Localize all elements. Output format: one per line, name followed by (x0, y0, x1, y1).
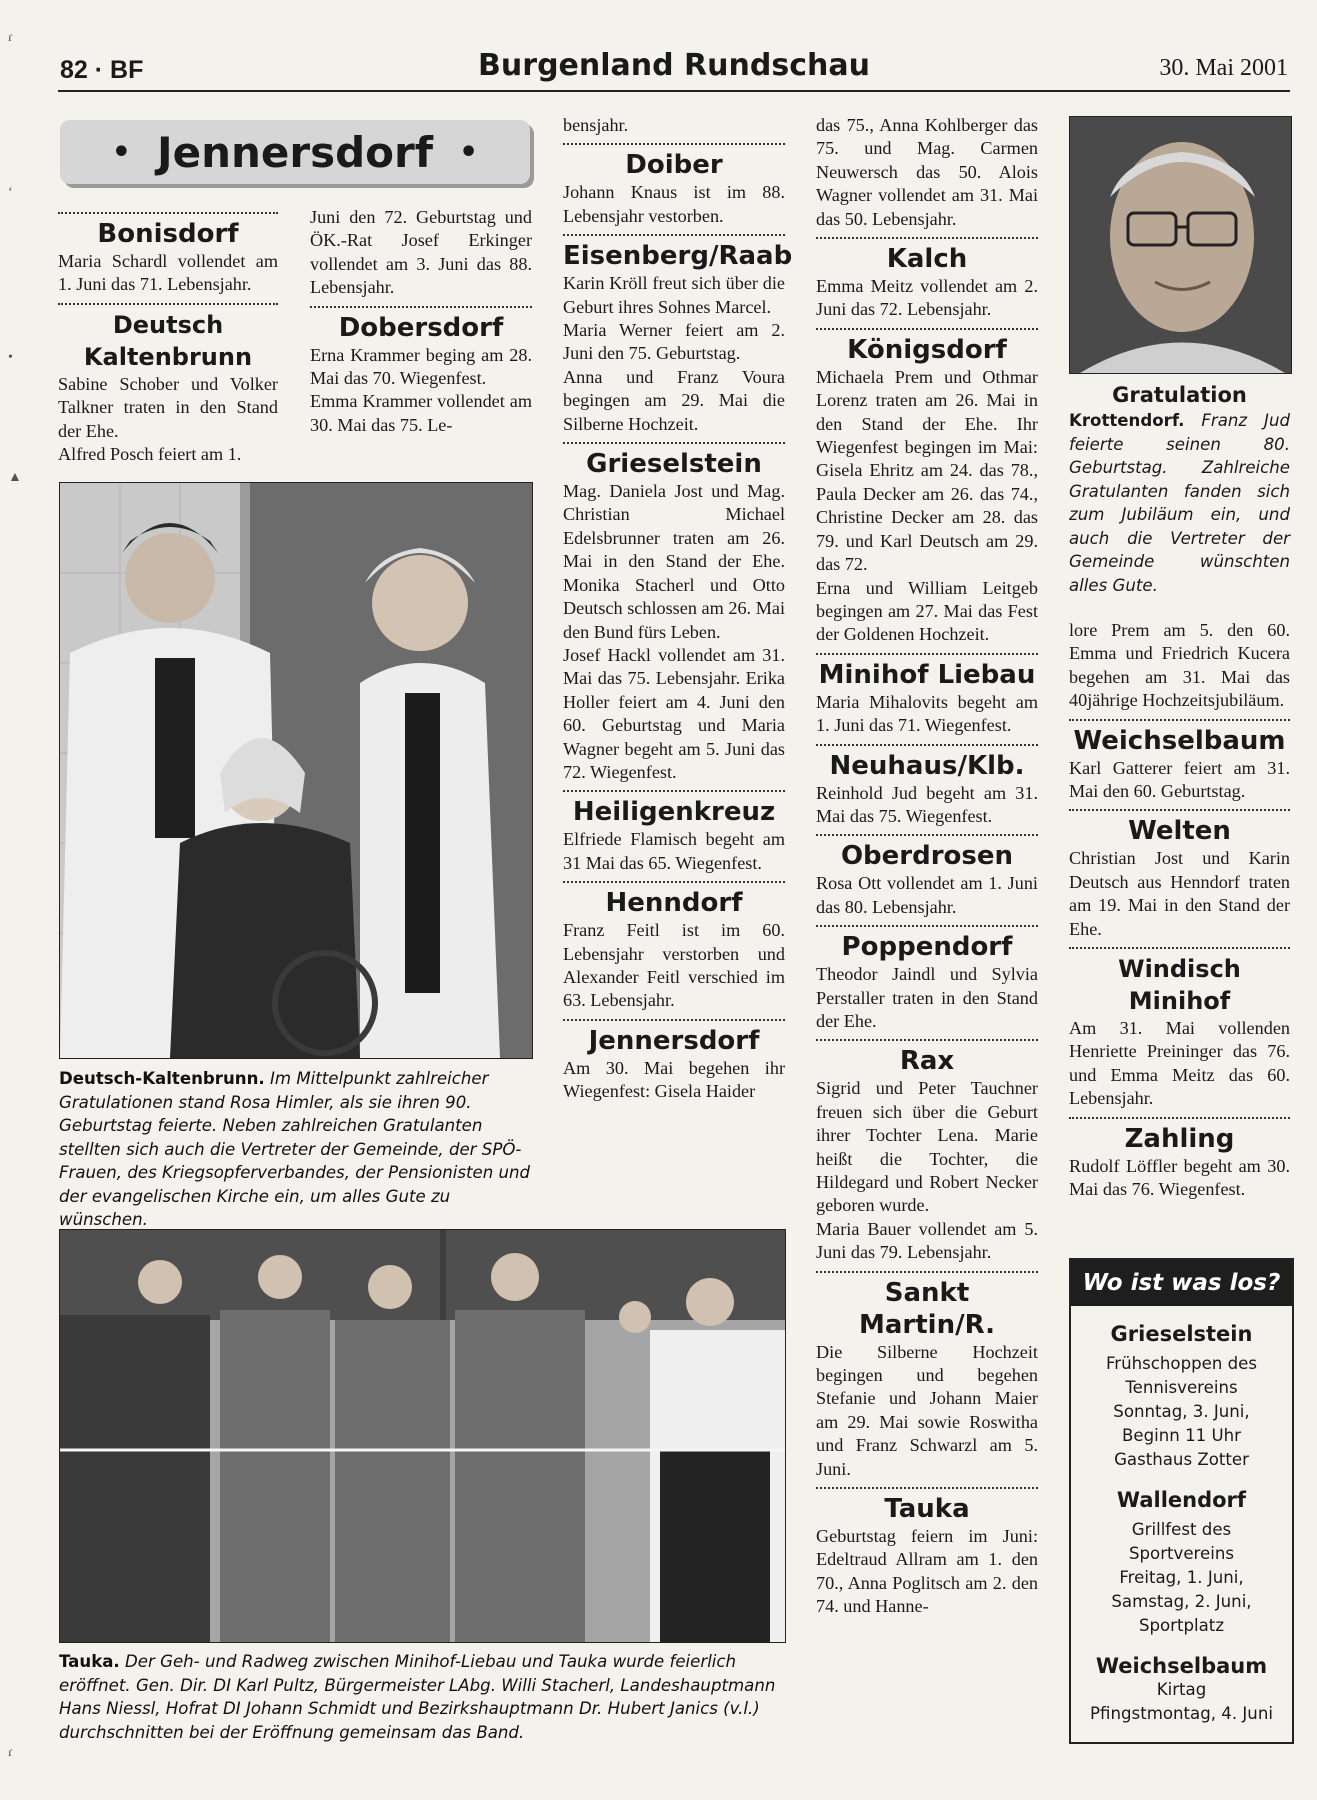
announcement-text: das 75., Anna Kohlberger das 75. und Mag. Carmen Neuwersch das 50. Alois Wagner vollendet am 31. Mai das 50. Lebensjahr. (816, 115, 1038, 229)
announcement-text: Josef Hackl vollendet am 31. Mai das 75. Lebensjahr. Erika Holler feiert am 4. Juni den 60. Geburtstag und Maria Wagner begeht am 5. Juni das 72. Wiegenfest. (563, 644, 785, 782)
events-box-title: Wo ist was los? (1071, 1260, 1292, 1306)
place-heading: Tauka (884, 1494, 970, 1525)
place-heading: Sankt Martin/R. (859, 1277, 995, 1340)
announcement-text: Maria Bauer vollendet am 5. Juni das 79. Lebensjahr. (816, 1218, 1038, 1263)
place-heading: Oberdrosen (840, 841, 1014, 872)
banner-bullet: • (459, 134, 479, 170)
place-heading: Neuhaus/Klb. (829, 750, 1025, 781)
scan-edge-mark: • (8, 350, 13, 365)
event-line: Pfingstmontag, 4. Juni (1090, 1704, 1273, 1723)
announcement-text: Die Silberne Hochzeit begingen und begehen Stefanie und Johann Maier am 29. Mai sowie Roswitha und Franz Schwarzl am 5. Juni. (816, 1341, 1038, 1479)
announcement-text: Karin Kröll freut sich über die Geburt ihres Sohnes Marcel. (563, 273, 785, 317)
place-heading: Zahling (1124, 1123, 1235, 1154)
announcement-text: Sabine Schober und Volker Talkner traten in den Stand der Ehe. (58, 373, 278, 441)
photo-caption (59, 1067, 531, 1232)
announcement-text: Erna und William Leitgeb begingen am 27. Mai das Fest der Goldenen Hochzeit. (816, 577, 1038, 645)
event-line: Tennisvereins (1125, 1378, 1238, 1397)
dotted-divider (310, 306, 532, 308)
scan-edge-mark: ɾ (8, 30, 13, 45)
announcement-text: Juni den 72. Geburtstag und ÖK.-Rat Josef Erkinger vollendet am 3. Juni das 88. Lebensjahr. (310, 207, 532, 298)
event-line: Samstag, 2. Juni, (1111, 1592, 1252, 1611)
announcement-text: bensjahr. (563, 115, 629, 135)
dotted-divider (816, 744, 1038, 746)
dotted-divider (816, 1039, 1038, 1041)
event-place: Weichselbaum (1095, 1654, 1268, 1678)
section-title: Jennersdorf (156, 127, 433, 177)
column-4 (816, 114, 1038, 1619)
announcement-text: Franz Feitl ist im 60. Lebensjahr verstorben und Alexander Feitl verschied im 63. Lebensjahr. (563, 920, 785, 1011)
caption-lead: Tauka. (59, 1652, 120, 1671)
announcement-text: Maria Werner feiert am 2. Juni den 75. Geburtstag. (563, 320, 785, 364)
dotted-divider (816, 1487, 1038, 1489)
dotted-divider (816, 653, 1038, 655)
event-line: Kirtag (1156, 1680, 1207, 1699)
column-5 (1069, 381, 1290, 1202)
page-number: 82 · BF (60, 56, 144, 84)
place-heading: Minihof Liebau (818, 659, 1036, 690)
place-heading: Windisch Minihof (1118, 955, 1241, 1016)
photo-portrait (1069, 116, 1292, 374)
caption-text: Franz Jud feierte seinen 80. Geburtstag. Zahlreiche Gratulanten fanden sich zum Jubiläum ein, und auch die Vertreter der Gemeinde wünschten alles Gute. (1069, 411, 1290, 595)
scan-edge-mark: ɾ (8, 1745, 13, 1760)
scan-edge-mark: ▲ (8, 470, 22, 485)
announcement-text: Rosa Ott vollendet am 1. Juni das 80. Lebensjahr. (816, 873, 1038, 917)
dotted-divider (563, 234, 785, 236)
section-banner (60, 120, 530, 184)
dotted-divider (563, 442, 785, 444)
announcement-text: Elfriede Flamisch begeht am 31 Mai das 65. Wiegenfest. (563, 829, 785, 873)
place-heading: Welten (1128, 816, 1231, 847)
place-heading: Henndorf (605, 888, 743, 919)
place-heading: Doiber (625, 150, 723, 181)
announcement-text: Johann Knaus ist im 88. Lebensjahr vestorben. (563, 182, 785, 226)
place-heading: Königsdorf (847, 334, 1007, 365)
event-line: Sportplatz (1138, 1616, 1225, 1635)
announcement-text: Christian Jost und Karin Deutsch aus Henndorf traten am 19. Mai in den Stand der Ehe. (1069, 848, 1290, 939)
announcement-text: Am 31. Mai vollenden Henriette Preininger das 76. und Emma Meitz das 60. Lebensjahr. (1069, 1018, 1290, 1109)
dotted-divider (816, 834, 1038, 836)
scan-edge-mark: ʻ (8, 185, 13, 200)
place-heading: Dobersdorf (338, 312, 504, 343)
caption-lead: Deutsch-Kaltenbrunn. (59, 1069, 265, 1088)
announcement-text: Reinhold Jud begeht am 31. Mai das 75. Wiegenfest. (816, 782, 1038, 826)
caption-lead: Krottendorf. (1069, 411, 1185, 430)
announcement-text: Anna und Franz Voura begingen am 29. Mai die Silberne Hochzeit. (563, 366, 785, 434)
announcement-text: Alfred Posch feiert am 1. (58, 444, 242, 465)
dotted-divider (1069, 719, 1290, 721)
announcement-text: Sigrid und Peter Tauchner freuen sich über die Geburt ihrer Tochter Lena. Marie heißt die Tochter, die Hildegard und Robert Necker geboren wurde. (816, 1078, 1038, 1216)
place-heading: Rax (899, 1046, 955, 1077)
event-place: Wallendorf (1116, 1488, 1247, 1512)
announcement-text: Erna Krammer beging am 28. Mai das 70. Wiegenfest. (310, 344, 532, 389)
place-heading: Bonisdorf (97, 219, 239, 249)
dotted-divider (563, 143, 785, 145)
place-heading: Weichselbaum (1073, 725, 1286, 756)
photo-birthday-group (59, 482, 533, 1059)
photo-caption (1069, 409, 1290, 597)
announcement-text: Emma Meitz vollendet am 2. Juni das 72. Lebensjahr. (816, 276, 1038, 320)
dotted-divider (563, 881, 785, 883)
place-heading: Kalch (886, 244, 968, 275)
announcement-text: Rudolf Löffler begeht am 30. Mai das 76. Wiegenfest. (1069, 1155, 1290, 1200)
dotted-divider (1069, 1117, 1290, 1119)
announcement-text: Mag. Daniela Jost und Mag. Christian Michael Edelsbrunner traten am 26. Mai in den Stand der Ehe. Monika Stacherl und Otto Deutsch schlossen am 26. Mai den Bund fürs Leben. (563, 481, 785, 642)
announcement-text: Maria Mihalovits begeht am 1. Juni das 71. Wiegenfest. (816, 691, 1038, 736)
place-heading: Grieselstein (586, 449, 762, 480)
page-header (58, 46, 1290, 92)
photo-ribbon-cutting (59, 1229, 786, 1643)
dotted-divider (816, 328, 1038, 330)
caption-text: Im Mittelpunkt zahlreicher Gratulationen stand Rosa Himler, als sie ihren 90. Geburtstag feierte. Neben zahlreichen Gratulanten stellten sich auch die Vertreter der Gemeinde, der SPÖ-Frauen, des Kriegsopferverbandes, der Pensionisten und der evangelischen Kirche ein, um alles Gute zu wünschen. (59, 1069, 531, 1229)
event-line: Gasthaus Zotter (1114, 1450, 1249, 1469)
announcement-text: Theodor Jaindl und Sylvia Perstaller traten in den Stand der Ehe. (816, 964, 1038, 1031)
place-heading: Deutsch Kaltenbrunn (83, 310, 253, 371)
event-line: Grillfest des (1131, 1520, 1232, 1539)
photo-caption (59, 1650, 784, 1744)
place-heading: Eisenberg/Raab (563, 241, 793, 272)
dotted-divider (1069, 809, 1290, 811)
event-line: Sportvereins (1128, 1544, 1234, 1563)
announcement-text: Karl Gatterer feiert am 31. Mai den 60. Geburtstag. (1069, 757, 1290, 802)
dotted-divider (563, 790, 785, 792)
dotted-divider (816, 237, 1038, 239)
dotted-divider (58, 212, 278, 214)
event-line: Beginn 11 Uhr (1122, 1426, 1241, 1445)
photo-illustration (60, 483, 532, 1058)
box-heading: Gratulation (1112, 383, 1247, 407)
caption-text: Der Geh- und Radweg zwischen Minihof-Liebau und Tauka wurde feierlich eröffnet. Gen. Dir. DI Karl Pultz, Bürgermeister LAbg. Willi Stacherl, Landeshauptmann Hans Niessl, Hofrat DI Johann Schmidt und Bezirkshauptmann Dr. Hubert Janics (v.l.) durchschnitten bei der Eröffnung gemeinsam das Band. (59, 1652, 776, 1742)
announcement-text: Michaela Prem und Othmar Lorenz traten am 26. Mai in den Stand der Ehe. Ihr Wiegenfest begingen im Mai: Gisela Ehritz am 24. das 78., Paula Decker am 26. das 74., Christine Decker am 28. das 79. und Karl Deutsch am 29. das 72. (816, 366, 1038, 575)
dotted-divider (58, 303, 278, 305)
place-heading: Jennersdorf (588, 1025, 760, 1056)
announcement-text: Emma Krammer vollendet am 30. Mai das 75. Le- (310, 391, 532, 435)
announcement-text: Am 30. Mai begehen ihr Wiegenfest: Gisela Haider (563, 1057, 785, 1102)
event-item (1071, 1654, 1292, 1726)
event-line: Freitag, 1. Juni, (1119, 1568, 1244, 1587)
announcement-text: Geburtstag feiern im Juni: Edeltraud Allram am 1. den 70., Anna Poglitsch am 2. den 74. und Hanne- (816, 1526, 1038, 1617)
banner-bullet: • (111, 134, 131, 170)
column-3 (563, 114, 793, 1104)
event-line: Sonntag, 3. Juni, (1113, 1402, 1250, 1421)
column-1 (58, 206, 278, 466)
announcement-text: lore Prem am 5. den 60. Emma und Friedrich Kucera begehen am 31. Mai das 40jährige Hochzeitsjubiläum. (1069, 620, 1290, 711)
photo-illustration (60, 1230, 785, 1642)
dotted-divider (816, 1271, 1038, 1273)
issue-date: 30. Mai 2001 (1159, 55, 1288, 81)
event-item (1071, 1322, 1292, 1472)
dotted-divider (816, 925, 1038, 927)
events-box (1069, 1258, 1294, 1744)
photo-illustration (1070, 117, 1291, 373)
place-heading: Heiligenkreuz (572, 797, 776, 828)
dotted-divider (563, 1019, 785, 1021)
newspaper-title: Burgenland Rundschau (478, 48, 870, 83)
dotted-divider (1069, 947, 1290, 949)
event-line: Frühschoppen des (1105, 1354, 1258, 1373)
place-heading: Poppendorf (841, 932, 1013, 963)
announcement-text: Maria Schardl vollendet am 1. Juni das 71. Lebensjahr. (58, 251, 278, 295)
event-place: Grieselstein (1110, 1322, 1253, 1346)
event-item (1071, 1488, 1292, 1638)
column-2 (310, 206, 532, 437)
